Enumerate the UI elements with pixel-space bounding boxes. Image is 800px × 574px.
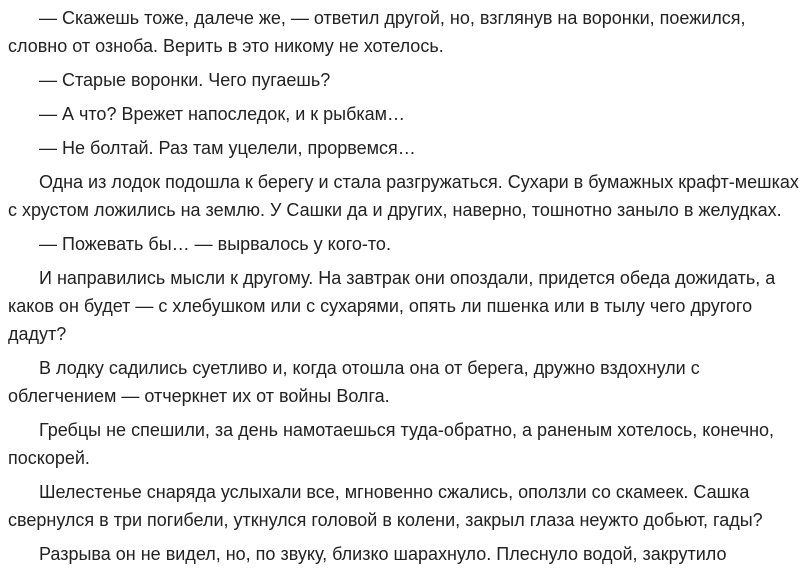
paragraph: — А что? Врежет напоследок, и к рыбкам… bbox=[39, 104, 406, 124]
paragraph: — Старые воронки. Чего пугаешь? bbox=[39, 70, 331, 90]
paragraph: — Скажешь тоже, далече же, — ответил другой, но, взглянув на воронки, поежился, словно от озноба. Верить в это никому не хотелось. bbox=[8, 8, 746, 56]
paragraph: — Пожевать бы… — вырвалось у кого-то. bbox=[39, 234, 391, 254]
paragraph: Гребцы не спешили, за день намотаешься туда-обратно, а раненым хотелось, конечно, поскорей. bbox=[8, 420, 775, 468]
paragraph: — Не болтай. Раз там уцелели, прорвемся… bbox=[39, 138, 416, 158]
paragraph: В лодку садились суетливо и, когда отошла она от берега, дружно вздохнули с облегчением — отчеркнет их от войны Волга. bbox=[8, 358, 700, 406]
paragraph: Одна из лодок подошла к берегу и стала разгружаться. Сухари в бумажных крафт-мешках с хрустом ложились на землю. У Сашки да и других, наверно, тошнотно заныло в желудках. bbox=[8, 172, 799, 220]
paragraph: И направились мысли к другому. На завтрак они опоздали, придется обеда дожидать, а каков он будет — с хлебушком или с сухарями, опять ли пшенка или в тылу чего другого дадут? bbox=[8, 268, 776, 344]
paragraph: Разрыва он не видел, но, по звуку, близко шарахнуло. Плеснуло водой, закрутило bbox=[39, 544, 727, 564]
paragraph: Шелестенье снаряда услыхали все, мгновенно сжались, оползли со скамеек. Сашка свернулся в три погибели, уткнулся головой в колени, закрыл глаза неужто добьют, гады? bbox=[8, 482, 763, 530]
